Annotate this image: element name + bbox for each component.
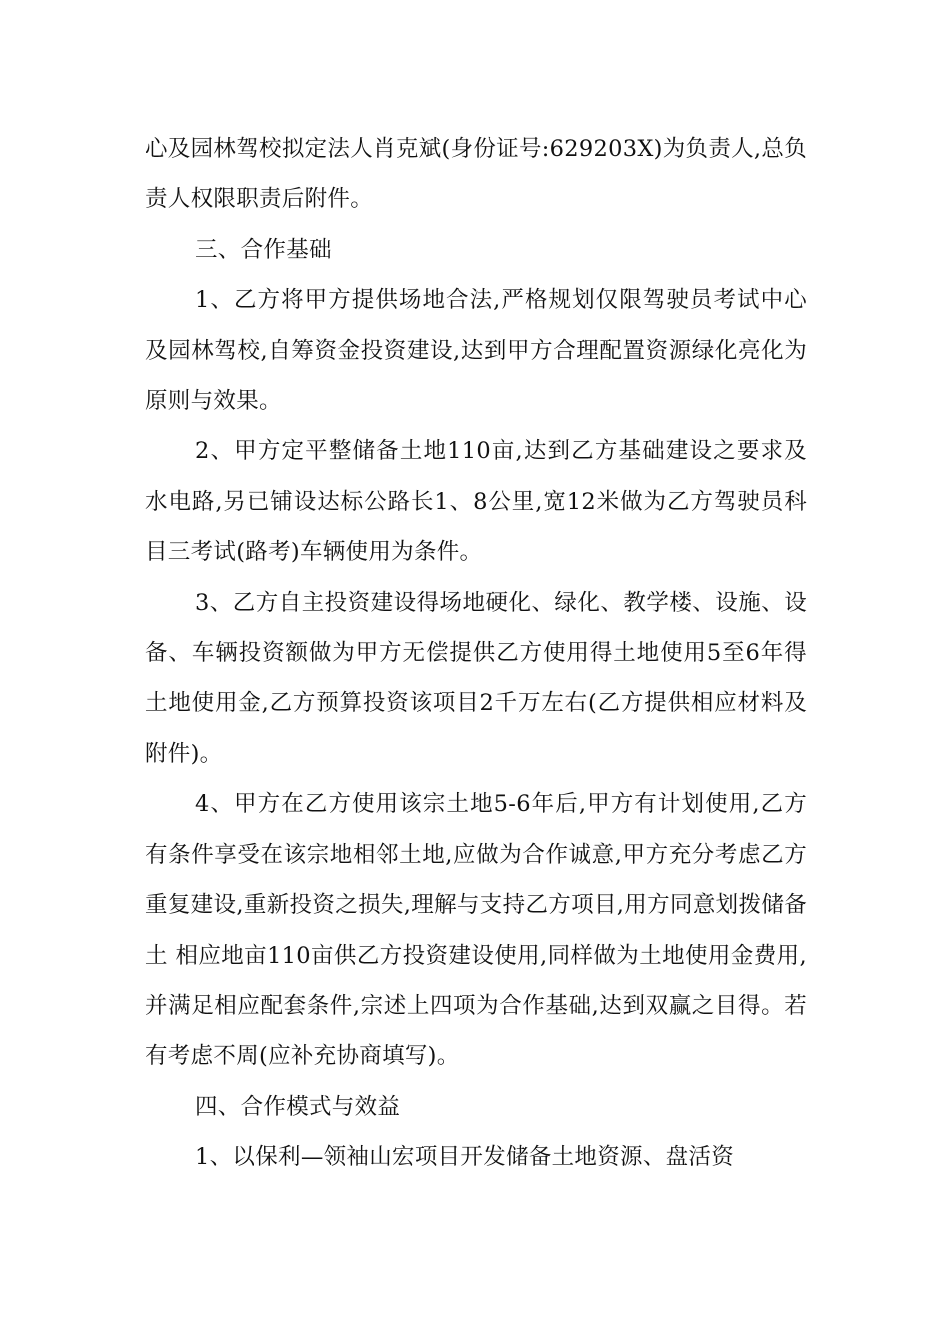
section-heading-cooperation-model: 四、合作模式与效益 xyxy=(195,1093,401,1120)
paragraph-continuation: 心及园林驾校拟定法人肖克斌(身份证号:629203X)为负责人,总负责人权限职责后附件。 xyxy=(145,136,807,213)
paragraph-item-4: 4、甲方在乙方使用该宗土地5-6年后,甲方有计划使用,乙方有条件享受在该宗地相邻土地,应做为合作诚意,甲方充分考虑乙方重复建设,重新投资之损失,理解与支持乙方项目,用方同意划拨储备土 相应地亩110亩供乙方投资建设使用,同样做为土地使用金费用,并满足相应配套条件,宗述上四项为合作基础,达到双赢之目得。若有考虑不周(应补充协商填写)。 xyxy=(145,791,807,1070)
paragraph-model-item-1: 1、以保利—领袖山宏项目开发储备土地资源、盘活资 xyxy=(195,1144,735,1171)
paragraph-item-1: 1、乙方将甲方提供场地合法,严格规划仅限驾驶员考试中心及园林驾校,自筹资金投资建设,达到甲方合理配置资源绿化亮化为原则与效果。 xyxy=(145,287,807,415)
paragraph-item-2: 2、甲方定平整储备土地110亩,达到乙方基础建设之要求及水电路,另已铺设达标公路长1、8公里,宽12米做为乙方驾驶员科目三考试(路考)车辆使用为条件。 xyxy=(145,438,807,566)
section-heading-cooperation-basis: 三、合作基础 xyxy=(195,236,332,263)
document-body xyxy=(145,124,807,1183)
paragraph-item-3: 3、乙方自主投资建设得场地硬化、绿化、教学楼、设施、设备、车辆投资额做为甲方无偿提供乙方使用得土地使用5至6年得土地使用金,乙方预算投资该项目2千万左右(乙方提供相应材料及附件)。 xyxy=(145,589,807,767)
